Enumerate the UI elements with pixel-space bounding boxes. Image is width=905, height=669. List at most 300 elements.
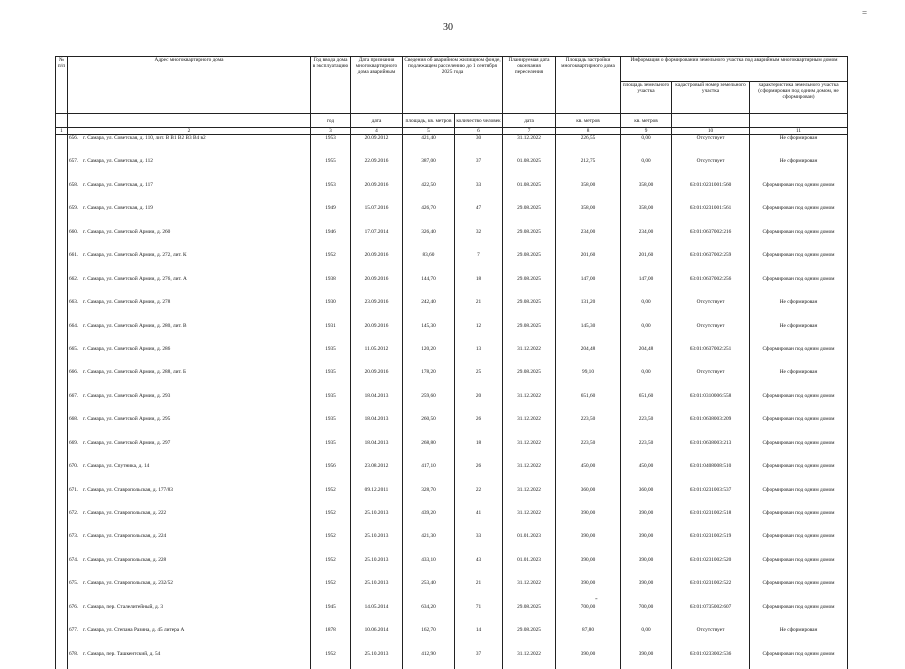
cell-people: 33 [455, 533, 503, 556]
header-land-info: Информация о формировании земельного участка под аварийным многоквартирным домом [621, 57, 848, 82]
cell-area: 268,80 [403, 440, 455, 463]
cell-date-recognized: 25.10.2013 [351, 580, 403, 603]
cell-date-recognized: 20.09.2016 [351, 276, 403, 299]
header-land-area: площадь земельного участка [621, 82, 672, 114]
row-number: 667. [69, 392, 79, 399]
cell-date-recognized: 20.09.2016 [351, 323, 403, 346]
cell-building-area: 145,30 [556, 323, 621, 346]
table-row [56, 299, 848, 322]
cell-address [68, 346, 311, 369]
table-row [56, 158, 848, 181]
cell-people: 32 [455, 229, 503, 252]
address-text: г. Самара, ул. Советской Армии, д. 297 [83, 439, 171, 446]
cell-date-recognized: 18.04.2013 [351, 393, 403, 416]
cell-building-area: 212,75 [556, 158, 621, 181]
table-row [56, 346, 848, 369]
cell-year: 1945 [311, 604, 351, 627]
cell-area: 412,90 [403, 651, 455, 669]
cell-num-col [56, 627, 68, 650]
cell-num-col [56, 135, 68, 159]
cell-building-area: 360,00 [556, 487, 621, 510]
cell-building-area: 358,00 [556, 182, 621, 205]
cell-planned-date: 29.08.2025 [503, 252, 556, 275]
cell-year: 1956 [311, 463, 351, 486]
cell-building-area: 223,50 [556, 440, 621, 463]
cell-date-recognized: 20.09.2016 [351, 182, 403, 205]
cell-land-area: 390,00 [621, 533, 672, 556]
cell-address [68, 369, 311, 392]
address-text: г. Самара, ул. Советской Армии, д. 293 [83, 392, 171, 399]
row-number: 666. [69, 369, 79, 376]
row-number: 658. [69, 181, 79, 188]
cell-cadastral: 63:01:0231002:518 [672, 510, 750, 533]
cell-land-status: Сформирован под одним домом [750, 651, 848, 669]
row-number: 668. [69, 416, 79, 423]
cell-land-area: 0,00 [621, 369, 672, 392]
cell-land-area: 234,00 [621, 229, 672, 252]
cell-land-area: 450,00 [621, 463, 672, 486]
cell-people: 13 [455, 346, 503, 369]
bottom-mark: - [595, 594, 598, 603]
address-text: г. Самара, ул. Советская, д. 112 [83, 158, 153, 165]
table-row [56, 510, 848, 533]
cell-building-area: 99,10 [556, 369, 621, 392]
cell-people: 21 [455, 580, 503, 603]
unit-empty [750, 114, 848, 128]
unit-empty [672, 114, 750, 128]
cell-address [68, 510, 311, 533]
table-row [56, 627, 848, 650]
col-number: 2 [68, 128, 311, 135]
cell-land-area: 358,00 [621, 182, 672, 205]
cell-building-area: 390,00 [556, 651, 621, 669]
col-number: 5 [403, 128, 455, 135]
cell-building-area: 201,60 [556, 252, 621, 275]
address-text: г. Самара, ул. Советской Армии, д. 260 [83, 228, 171, 235]
cell-cadastral: 63:01:0638003:209 [672, 416, 750, 439]
address-text: г. Самара, ул. Советской Армии, д. 276, лит. А [83, 275, 187, 282]
cell-date-recognized: 15.07.2016 [351, 205, 403, 228]
cell-cadastral: 63:01:0637002:259 [672, 252, 750, 275]
row-number: 660. [69, 228, 79, 235]
cell-people: 26 [455, 463, 503, 486]
cell-num-col [56, 557, 68, 580]
cell-area: 634,20 [403, 604, 455, 627]
cell-land-status: Сформирован под одним домом [750, 252, 848, 275]
cell-date-recognized: 18.04.2013 [351, 440, 403, 463]
cell-year: 1935 [311, 346, 351, 369]
cell-address [68, 533, 311, 556]
cell-cadastral: 63:01:0233002:536 [672, 651, 750, 669]
address-text: г. Самара, ул. Советской Армии, д. 272, лит. К [83, 252, 187, 259]
cell-land-status: Сформирован под одним домом [750, 393, 848, 416]
cell-building-area: 390,00 [556, 533, 621, 556]
cell-cadastral: Отсутствует [672, 158, 750, 181]
address-text: г. Самара, ул. Советская, д. 110, лит. В В1 В2 В3 В4 в2 [83, 135, 206, 141]
cell-planned-date: 31.12.2022 [503, 510, 556, 533]
table-row [56, 276, 848, 299]
cell-area: 242,40 [403, 299, 455, 322]
cell-people: 18 [455, 440, 503, 463]
col-number: 8 [556, 128, 621, 135]
cell-date-recognized: 22.09.2016 [351, 158, 403, 181]
cell-area: 422,50 [403, 182, 455, 205]
cell-building-area: 87,80 [556, 627, 621, 650]
table-row [56, 323, 848, 346]
unit-date2: дата [503, 114, 556, 128]
cell-year: 1935 [311, 393, 351, 416]
unit-year: год [311, 114, 351, 128]
header-building-area: Площадь застройки многоквартирного дома [556, 57, 621, 114]
cell-planned-date: 01.01.2023 [503, 557, 556, 580]
cell-date-recognized: 18.04.2013 [351, 416, 403, 439]
cell-planned-date: 31.12.2022 [503, 346, 556, 369]
row-number: 663. [69, 299, 79, 306]
address-text: г. Самара, ул. Ставропольская, д. 228 [83, 556, 167, 563]
cell-num-col [56, 487, 68, 510]
page-number: 30 [443, 22, 453, 33]
cell-land-status: Сформирован под одним домом [750, 487, 848, 510]
table-row [56, 182, 848, 205]
cell-people: 37 [455, 158, 503, 181]
table-row [56, 135, 848, 159]
row-number: 672. [69, 510, 79, 516]
unit-sqm: кв. метров [556, 114, 621, 128]
cell-address [68, 205, 311, 228]
cell-people: 12 [455, 323, 503, 346]
cell-num-col [56, 463, 68, 486]
cell-year: 1952 [311, 510, 351, 533]
row-number: 671. [69, 486, 79, 493]
cell-land-area: 147,00 [621, 276, 672, 299]
cell-date-recognized: 20.09.2012 [351, 135, 403, 159]
cell-land-status: Сформирован под одним домом [750, 604, 848, 627]
cell-year: 1952 [311, 252, 351, 275]
cell-planned-date: 29.08.2025 [503, 299, 556, 322]
header-fund-info: Сведения об аварийном жилищном фонде, подлежащем расселению до 1 сентября 2025 года [403, 57, 503, 114]
cell-land-area: 651,60 [621, 393, 672, 416]
cell-people: 47 [455, 205, 503, 228]
cell-date-recognized: 25.10.2013 [351, 557, 403, 580]
cell-cadastral: 63:01:0231001:561 [672, 205, 750, 228]
col-number: 4 [351, 128, 403, 135]
cell-area: 144,70 [403, 276, 455, 299]
cell-cadastral: Отсутствует [672, 627, 750, 650]
cell-area: 120,20 [403, 346, 455, 369]
cell-year: 1952 [311, 533, 351, 556]
cell-planned-date: 31.12.2022 [503, 393, 556, 416]
cell-planned-date: 31.12.2022 [503, 416, 556, 439]
cell-num-col [56, 604, 68, 627]
table-body [56, 135, 848, 669]
table-row [56, 463, 848, 486]
address-text: г. Самара, ул. Степана Разина, д. 45 литера А [83, 627, 185, 634]
cell-area: 421,40 [403, 135, 455, 159]
cell-land-status: Сформирован под одним домом [750, 533, 848, 556]
cell-land-area: 0,00 [621, 299, 672, 322]
cell-num-col [56, 346, 68, 369]
cell-cadastral: 63:01:0638003:213 [672, 440, 750, 463]
cell-building-area: 390,00 [556, 580, 621, 603]
unit-area: площадь, кв. метров [403, 114, 455, 128]
cell-num-col [56, 369, 68, 392]
cell-land-status: Не сформирован [750, 369, 848, 392]
row-number: 659. [69, 205, 79, 212]
cell-land-area: 204,48 [621, 346, 672, 369]
cell-area: 421,30 [403, 533, 455, 556]
cell-land-status: Сформирован под одним домом [750, 205, 848, 228]
address-text: г. Самара, пер. Ташкентский, д. 54 [83, 650, 161, 657]
col-number: 6 [455, 128, 503, 135]
table-row [56, 393, 848, 416]
cell-num-col [56, 299, 68, 322]
cell-year: 1935 [311, 416, 351, 439]
cell-people: 21 [455, 299, 503, 322]
col-number: 1 [56, 128, 68, 135]
cell-area: 259,60 [403, 393, 455, 416]
cell-building-area: 131,20 [556, 299, 621, 322]
address-text: г. Самара, ул. Советская, д. 119 [83, 205, 153, 212]
row-number: 678. [69, 650, 79, 657]
cell-land-area: 360,00 [621, 487, 672, 510]
cell-address [68, 276, 311, 299]
address-text: г. Самара, ул. Ставропольская, д. 222 [83, 510, 167, 516]
cell-num-col [56, 158, 68, 181]
col-number: 9 [621, 128, 672, 135]
cell-people: 30 [455, 135, 503, 159]
cell-building-area: 450,00 [556, 463, 621, 486]
cell-land-status: Сформирован под одним домом [750, 580, 848, 603]
cell-year: 1949 [311, 205, 351, 228]
cell-address [68, 440, 311, 463]
cell-land-status: Сформирован под одним домом [750, 229, 848, 252]
cell-planned-date: 01.08.2025 [503, 182, 556, 205]
cell-planned-date: 31.12.2022 [503, 651, 556, 669]
cell-address [68, 651, 311, 669]
cell-area: 162,70 [403, 627, 455, 650]
cell-date-recognized: 11.05.2012 [351, 346, 403, 369]
cell-address [68, 604, 311, 627]
cell-area: 433,10 [403, 557, 455, 580]
cell-building-area: 390,00 [556, 557, 621, 580]
cell-building-area: 147,00 [556, 276, 621, 299]
cell-address [68, 393, 311, 416]
row-number: 670. [69, 463, 79, 470]
cell-year: 1952 [311, 651, 351, 669]
cell-area: 326,40 [403, 229, 455, 252]
cell-area: 417,10 [403, 463, 455, 486]
cell-year: 1955 [311, 158, 351, 181]
cell-land-area: 201,60 [621, 252, 672, 275]
cell-area: 387,00 [403, 158, 455, 181]
cell-cadastral: 63:01:0408008:510 [672, 463, 750, 486]
cell-building-area: 223,50 [556, 416, 621, 439]
cell-address [68, 299, 311, 322]
cell-address [68, 627, 311, 650]
cell-planned-date: 01.08.2025 [503, 158, 556, 181]
address-text: г. Самара, ул. Ставропольская, д. 177/83 [83, 486, 173, 493]
cell-year: 1952 [311, 580, 351, 603]
cell-people: 33 [455, 182, 503, 205]
cell-building-area: 234,00 [556, 229, 621, 252]
cell-planned-date: 29.08.2025 [503, 323, 556, 346]
cell-address [68, 463, 311, 486]
cell-year: 1953 [311, 182, 351, 205]
col-number: 7 [503, 128, 556, 135]
cell-cadastral: Отсутствует [672, 135, 750, 159]
table-row [56, 580, 848, 603]
cell-num-col [56, 323, 68, 346]
cell-year: 1935 [311, 440, 351, 463]
unit-empty [56, 114, 68, 128]
cell-people: 22 [455, 487, 503, 510]
cell-land-status: Сформирован под одним домом [750, 440, 848, 463]
cell-date-recognized: 25.10.2013 [351, 651, 403, 669]
row-number: 664. [69, 322, 79, 329]
cell-building-area: 700,00 [556, 604, 621, 627]
address-text: г. Самара, ул. Советской Армии, д. 286 [83, 345, 171, 352]
cell-cadastral: 63:01:0310006:558 [672, 393, 750, 416]
cell-area: 426,70 [403, 205, 455, 228]
cell-land-area: 0,00 [621, 135, 672, 159]
table-row [56, 205, 848, 228]
unit-people: количество человек [455, 114, 503, 128]
cell-cadastral: 63:01:0231002:522 [672, 580, 750, 603]
cell-address [68, 487, 311, 510]
cell-date-recognized: 10.06.2014 [351, 627, 403, 650]
cell-land-area: 700,00 [621, 604, 672, 627]
cell-people: 26 [455, 416, 503, 439]
cell-area: 145,30 [403, 323, 455, 346]
cell-date-recognized: 23.09.2016 [351, 299, 403, 322]
cell-people: 25 [455, 369, 503, 392]
unit-empty [68, 114, 311, 128]
cell-land-area: 223,50 [621, 440, 672, 463]
address-text: г. Самара, ул. Советской Армии, д. 295 [83, 416, 171, 423]
table-row [56, 369, 848, 392]
cell-land-status: Сформирован под одним домом [750, 463, 848, 486]
cell-num-col [56, 252, 68, 275]
cell-land-area: 0,00 [621, 627, 672, 650]
table-row [56, 557, 848, 580]
address-text: г. Самара, ул. Советской Армии, д. 278 [83, 299, 171, 306]
cell-num-col [56, 205, 68, 228]
cell-num-col [56, 651, 68, 669]
address-text: г. Самара, ул. Советская, д. 117 [83, 181, 153, 188]
cell-people: 18 [455, 276, 503, 299]
cell-planned-date: 01.01.2023 [503, 533, 556, 556]
row-number: 669. [69, 439, 79, 446]
cell-num-col [56, 416, 68, 439]
table-row [56, 533, 848, 556]
row-number: 677. [69, 627, 79, 634]
cell-building-area: 204,48 [556, 346, 621, 369]
header-land-status: характеристика земельного участка (сформирован под одним домом, не сформирован) [750, 82, 848, 114]
cell-address [68, 135, 311, 159]
cell-address [68, 416, 311, 439]
cell-land-status: Не сформирован [750, 135, 848, 159]
cell-cadastral: 63:01:0231002:519 [672, 533, 750, 556]
cell-land-area: 390,00 [621, 557, 672, 580]
cell-year: 1930 [311, 299, 351, 322]
col-number: 11 [750, 128, 848, 135]
unit-date: дата [351, 114, 403, 128]
cell-cadastral: 63:01:0231003:537 [672, 487, 750, 510]
cell-people: 41 [455, 510, 503, 533]
header-date-recognized: Дата признания многоквартирного дома аварийным [351, 57, 403, 114]
cell-num-col [56, 533, 68, 556]
cell-planned-date: 29.08.2025 [503, 229, 556, 252]
cell-date-recognized: 20.09.2016 [351, 369, 403, 392]
header-num: № п/п [56, 57, 68, 114]
cell-land-area: 223,50 [621, 416, 672, 439]
cell-cadastral: 63:01:0231001:560 [672, 182, 750, 205]
cell-land-status: Сформирован под одним домом [750, 276, 848, 299]
cell-land-status: Сформирован под одним домом [750, 557, 848, 580]
cell-address [68, 557, 311, 580]
cell-land-status: Не сформирован [750, 158, 848, 181]
row-number: 674. [69, 556, 79, 563]
header-planned-date: Планируемая дата окончания переселения [503, 57, 556, 114]
cell-land-status: Сформирован под одним домом [750, 510, 848, 533]
cell-land-status: Не сформирован [750, 323, 848, 346]
cell-planned-date: 29.08.2025 [503, 369, 556, 392]
cell-building-area: 651,60 [556, 393, 621, 416]
cell-land-area: 390,00 [621, 580, 672, 603]
cell-address [68, 158, 311, 181]
header-cadastral: кадастровый номер земельного участка [672, 82, 750, 114]
address-text: г. Самара, ул. Советской Армии, д. 288, лит. Б [83, 369, 187, 376]
cell-land-area: 390,00 [621, 651, 672, 669]
cell-cadastral: 63:01:0231002:520 [672, 557, 750, 580]
row-number: 661. [69, 252, 79, 259]
corner-mark: = [862, 8, 868, 18]
row-number: 657. [69, 158, 79, 165]
cell-date-recognized: 17.07.2014 [351, 229, 403, 252]
cell-land-status: Сформирован под одним домом [750, 416, 848, 439]
cell-land-status: Сформирован под одним домом [750, 182, 848, 205]
cell-planned-date: 29.08.2025 [503, 276, 556, 299]
cell-num-col [56, 276, 68, 299]
cell-planned-date: 29.08.2025 [503, 627, 556, 650]
cell-address [68, 182, 311, 205]
row-number: 665. [69, 345, 79, 352]
cell-cadastral: Отсутствует [672, 369, 750, 392]
cell-date-recognized: 25.10.2013 [351, 510, 403, 533]
cell-area: 253,40 [403, 580, 455, 603]
row-number: 662. [69, 275, 79, 282]
address-text: г. Самара, ул. Спутника, д. 14 [83, 463, 150, 470]
cell-area: 328,70 [403, 487, 455, 510]
cell-date-recognized: 23.08.2012 [351, 463, 403, 486]
address-text: г. Самара, ул. Советской Армии, д. 280, лит. В [83, 322, 187, 329]
unit-sqm2: кв. метров [621, 114, 672, 128]
cell-planned-date: 31.12.2022 [503, 463, 556, 486]
cell-date-recognized: 09.12.2011 [351, 487, 403, 510]
cell-people: 7 [455, 252, 503, 275]
cell-area: 178,20 [403, 369, 455, 392]
cell-date-recognized: 25.10.2013 [351, 533, 403, 556]
table-row [56, 604, 848, 627]
cell-year: 1952 [311, 487, 351, 510]
cell-year: 1938 [311, 276, 351, 299]
cell-date-recognized: 20.09.2016 [351, 252, 403, 275]
cell-planned-date: 31.12.2022 [503, 440, 556, 463]
cell-planned-date: 31.12.2022 [503, 580, 556, 603]
table-row [56, 487, 848, 510]
cell-land-area: 0,00 [621, 158, 672, 181]
cell-num-col [56, 229, 68, 252]
